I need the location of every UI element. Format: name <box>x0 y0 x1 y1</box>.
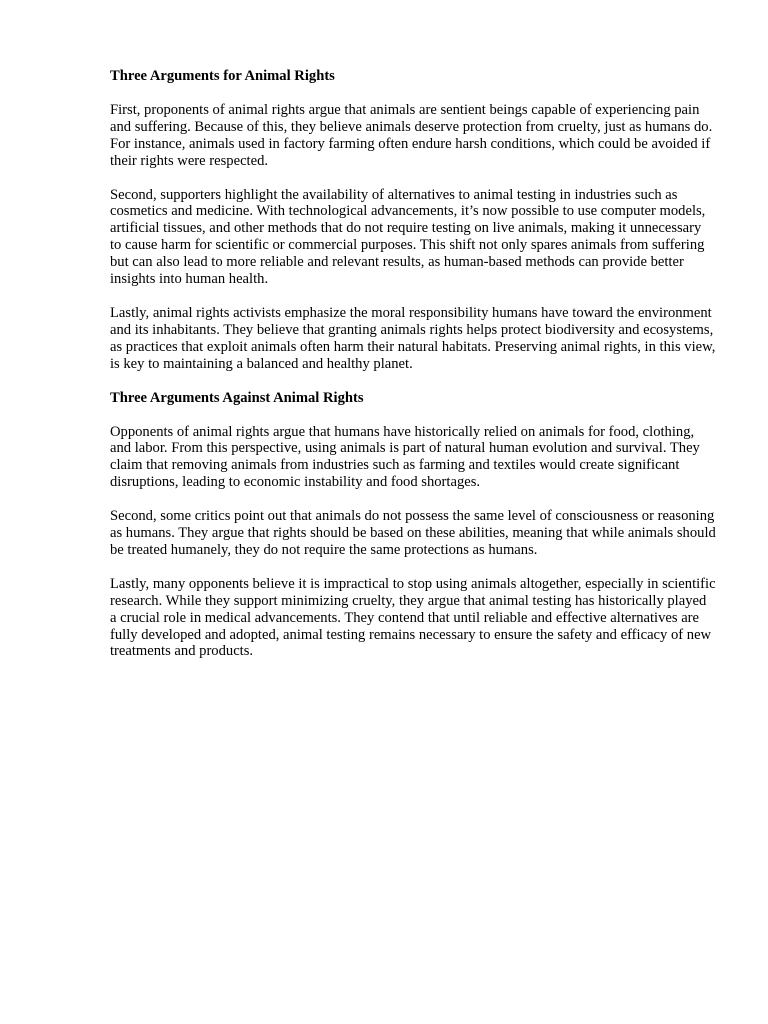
section-arguments-for <box>110 68 716 373</box>
section-arguments-against <box>110 390 716 661</box>
paragraph: Opponents of animal rights argue that humans have historically relied on animals for food, clothing, and labor. From this perspective, using animals is part of natural human evolution and survival. They claim that removing animals from industries such as farming and textiles would create significant disruptions, leading to economic instability and food shortages. <box>110 423 700 491</box>
paragraph: Second, supporters highlight the availability of alternatives to animal testing in industries such as cosmetics and medicine. With technological advancements, it’s now possible to use computer models, artificial tissues, and other methods that do not require testing on live animals, making it unnecessary to cause harm for scientific or commercial purposes. This shift not only spares animals from suffering but can also lead to more reliable and relevant results, as human-based methods can provide better insights into human health. <box>110 186 706 288</box>
paragraph: Lastly, animal rights activists emphasize the moral responsibility humans have toward the environment and its inhabitants. They believe that granting animals rights helps protect biodiversity and ecosystems, as practices that exploit animals often harm their natural habitats. Preserving animal rights, in this view, is key to maintaining a balanced and healthy planet. <box>110 304 716 372</box>
paragraph: Lastly, many opponents believe it is impractical to stop using animals altogether, especially in scientific research. While they support minimizing cruelty, they argue that animal testing has historically played a crucial role in medical advancements. They contend that until reliable and effective alternatives are fully developed and adopted, animal testing remains necessary to ensure the safety and efficacy of new treatments and products. <box>110 575 716 660</box>
document-body <box>110 68 716 677</box>
paragraph: Second, some critics point out that animals do not possess the same level of consciousness or reasoning as humans. They argue that rights should be based on these abilities, meaning that while animals should be treated humanely, they do not require the same protections as humans. <box>110 508 716 558</box>
paragraph: First, proponents of animal rights argue that animals are sentient beings capable of experiencing pain and suffering. Because of this, they believe animals deserve protection from cruelty, just as humans do. For instance, animals used in factory farming often endure harsh conditions, which could be avoided if their rights were respected. <box>110 101 713 169</box>
section-heading: Three Arguments Against Animal Rights <box>110 389 364 406</box>
section-heading: Three Arguments for Animal Rights <box>110 68 335 84</box>
